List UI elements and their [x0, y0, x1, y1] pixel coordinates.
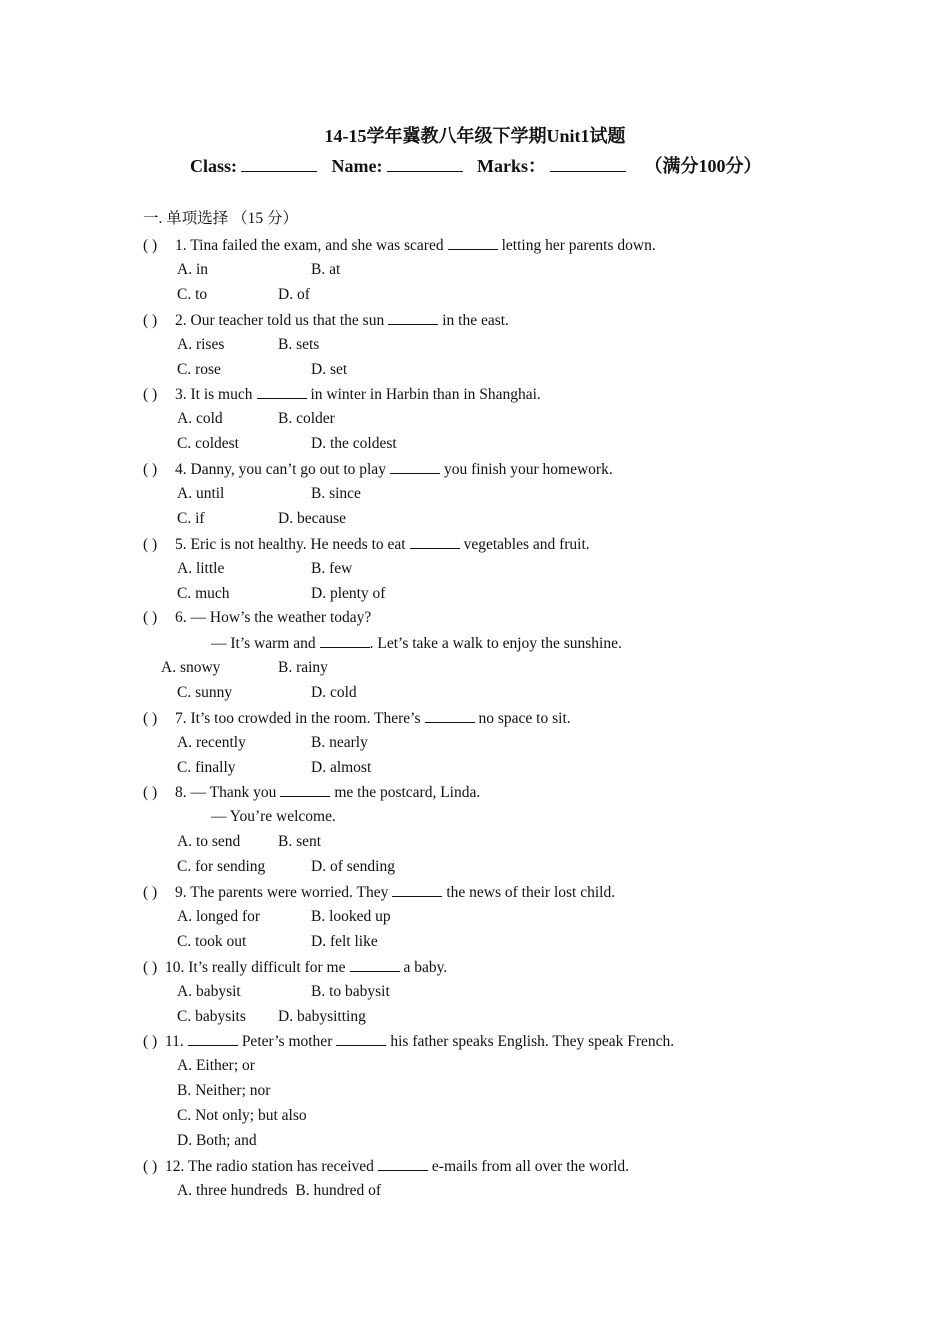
question-stem-end: the news of their lost child. [446, 884, 616, 901]
option-a-b[interactable]: A. three hundreds B. hundred of [177, 1182, 382, 1199]
question-stem-end: his father speaks English. They speak French. [390, 1033, 675, 1050]
question-6 [143, 608, 371, 628]
option-c[interactable]: C. babysits [177, 1008, 246, 1025]
answer-blank [410, 534, 460, 549]
option-d[interactable]: D. plenty of [311, 585, 386, 602]
option-d[interactable]: D. babysitting [278, 1008, 366, 1025]
option-b[interactable]: B. Neither; nor [177, 1082, 271, 1099]
marks-blank[interactable] [550, 153, 626, 172]
option-a[interactable]: A. little [177, 560, 225, 577]
option-a[interactable]: A. Either; or [177, 1057, 255, 1074]
question-stem: 7. It’s too crowded in the room. There’s [175, 710, 421, 727]
option-a[interactable]: A. longed for [177, 908, 261, 925]
question-stem: 1. Tina failed the exam, and she was scared [175, 237, 444, 254]
question-9 [143, 882, 615, 903]
option-d[interactable]: D. of [278, 286, 310, 303]
question-stem: 4. Danny, you can’t go out to play [175, 461, 386, 478]
option-b[interactable]: B. to babysit [311, 983, 390, 1000]
option-b[interactable]: B. looked up [311, 908, 391, 925]
question-stem-end: e-mails from all over the world. [431, 1158, 630, 1175]
answer-bracket[interactable]: ( ) [143, 959, 158, 976]
option-b[interactable]: B. few [311, 560, 353, 577]
question-stem: 8. — Thank you [175, 784, 277, 801]
name-blank[interactable] [387, 153, 463, 172]
answer-bracket[interactable]: ( ) [143, 710, 158, 727]
answer-blank [280, 782, 330, 797]
answer-blank [378, 1156, 428, 1171]
question-stem: 9. The parents were worried. They [175, 884, 389, 901]
answer-bracket[interactable]: ( ) [143, 312, 158, 329]
question-stem: 2. Our teacher told us that the sun [175, 312, 385, 329]
option-a[interactable]: A. cold [177, 410, 223, 427]
option-d[interactable]: D. felt like [311, 933, 378, 950]
question-stem-end: vegetables and fruit. [463, 536, 590, 553]
question-stem-mid: Peter’s mother [241, 1033, 333, 1050]
answer-bracket[interactable]: ( ) [143, 784, 158, 801]
question-stem-end: me the postcard, Linda. [334, 784, 481, 801]
option-a[interactable]: A. babysit [177, 983, 241, 1000]
option-d[interactable]: D. because [278, 510, 346, 527]
page-title: 14-15学年冀教八年级下学期Unit1试题 [324, 126, 626, 146]
class-label: Class: [190, 156, 238, 176]
option-b[interactable]: B. rainy [278, 659, 328, 676]
option-a[interactable]: A. to send [177, 833, 241, 850]
option-d[interactable]: D. almost [311, 759, 372, 776]
answer-blank [336, 1031, 386, 1046]
question-stem-end: letting her parents down. [501, 237, 656, 254]
question-5 [143, 534, 590, 555]
answer-blank [350, 957, 400, 972]
question-stem-end: in the east. [442, 312, 509, 329]
question-stem: 5. Eric is not healthy. He needs to eat [175, 536, 406, 553]
question-12 [143, 1156, 629, 1177]
option-c[interactable]: C. rose [177, 361, 221, 378]
question-stem: 11. [165, 1033, 184, 1050]
option-a[interactable]: A. until [177, 485, 225, 502]
answer-bracket[interactable]: ( ) [143, 536, 158, 553]
question-stem: 12. The radio station has received [165, 1158, 374, 1175]
option-b[interactable]: B. at [311, 261, 341, 278]
question-stem: 10. It’s really difficult for me [165, 959, 346, 976]
option-c[interactable]: C. sunny [177, 684, 233, 701]
student-info-row [190, 153, 762, 178]
answer-blank [388, 310, 438, 325]
option-d[interactable]: D. cold [311, 684, 357, 701]
full-marks-note: （满分100分） [644, 156, 762, 176]
question-3 [143, 384, 541, 405]
answer-blank [448, 235, 498, 250]
question-6-line2 [211, 633, 622, 654]
option-b[interactable]: B. sent [278, 833, 322, 850]
section-heading: 一. 单项选择 （15 分） [143, 210, 299, 227]
question-stem-end: in winter in Harbin than in Shanghai. [310, 386, 541, 403]
option-d[interactable]: D. the coldest [311, 435, 397, 452]
option-c[interactable]: C. finally [177, 759, 236, 776]
question-8 [143, 782, 480, 803]
option-b[interactable]: B. sets [278, 336, 320, 353]
option-b[interactable]: B. colder [278, 410, 335, 427]
answer-blank [188, 1031, 238, 1046]
answer-bracket[interactable]: ( ) [143, 1158, 158, 1175]
question-11 [143, 1031, 674, 1052]
question-stem: 6. — How’s the weather today? [175, 609, 372, 626]
option-c[interactable]: C. took out [177, 933, 247, 950]
option-b[interactable]: B. since [311, 485, 361, 502]
option-a[interactable]: A. rises [177, 336, 225, 353]
option-d[interactable]: D. of sending [311, 858, 395, 875]
question-stem-end: a baby. [403, 959, 448, 976]
answer-blank [425, 708, 475, 723]
answer-bracket[interactable]: ( ) [143, 386, 158, 403]
class-blank[interactable] [241, 153, 317, 172]
answer-bracket[interactable]: ( ) [143, 237, 158, 254]
option-c[interactable]: C. to [177, 286, 208, 303]
marks-label: Marks： [477, 156, 546, 176]
question-7 [143, 708, 571, 729]
question-1 [143, 235, 656, 256]
question-stem-end: . Let’s take a walk to enjoy the sunshine. [369, 635, 622, 652]
answer-bracket[interactable]: ( ) [143, 461, 158, 478]
option-c[interactable]: C. if [177, 510, 205, 527]
question-4 [143, 459, 613, 480]
question-2 [143, 310, 509, 331]
option-c[interactable]: C. Not only; but also [177, 1107, 307, 1124]
question-stem: — It’s warm and [211, 635, 316, 652]
option-d[interactable]: D. set [311, 361, 348, 378]
option-a[interactable]: A. in [177, 261, 208, 278]
answer-blank [320, 633, 370, 648]
option-a[interactable]: A. snowy [161, 659, 221, 676]
question-stem-end: no space to sit. [478, 710, 571, 727]
question-8-line2: — You’re welcome. [211, 808, 336, 825]
option-a[interactable]: A. recently [177, 734, 246, 751]
question-stem: 3. It is much [175, 386, 253, 403]
name-label: Name: [331, 156, 383, 176]
option-d[interactable]: D. Both; and [177, 1132, 257, 1149]
option-c[interactable]: C. for sending [177, 858, 266, 875]
answer-blank [390, 459, 440, 474]
answer-bracket[interactable]: ( ) [143, 609, 158, 626]
answer-blank [392, 882, 442, 897]
answer-blank [257, 384, 307, 399]
question-10 [143, 957, 447, 978]
option-b[interactable]: B. nearly [311, 734, 368, 751]
question-stem-end: you finish your homework. [443, 461, 613, 478]
option-c[interactable]: C. coldest [177, 435, 239, 452]
answer-bracket[interactable]: ( ) [143, 884, 158, 901]
option-c[interactable]: C. much [177, 585, 230, 602]
answer-bracket[interactable]: ( ) [143, 1033, 158, 1050]
